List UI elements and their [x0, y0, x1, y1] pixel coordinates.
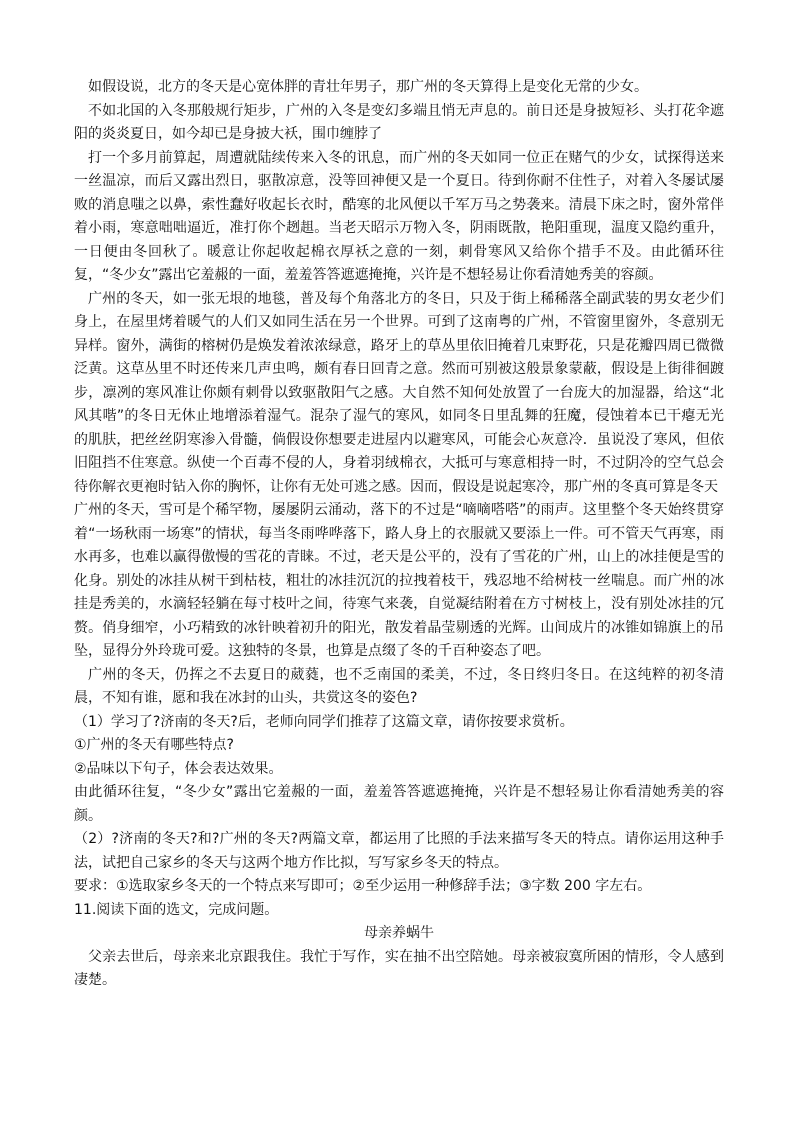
passage-paragraph-2: 不如北国的入冬那般规行矩步，广州的入冬是变幻多端且悄无声息的。前日还是身披短衫、头打花伞遮阳的炎炎夏日，如今却已是身披大袄，围巾缠脖了: [74, 102, 724, 142]
passage-paragraph-3: 打一个多月前算起，周遭就陆续传来入冬的讯息，而广州的冬天如同一位正在赌气的少女，试探得送来一丝温凉，而后又露出烈日，驱散凉意，没等回神便又是一个夏日。待到你耐不住性子，对着入冬屡试屡败的消息嗤之以鼻，索性蠢好收起长衣时，酷寒的北风便以千军万马之势袭来。清晨下床之时，窗外常伴着小雨，寒意咄咄逼近，准打你个趔趄。当老天昭示万物入冬，阴雨既散，艳阳重现，温度又隐约重升，一日便由冬回秋了。暖意让你起收起棉衣厚袄之意的一刻，刺骨寒风又给你个措手不及。由此循环往复，“冬少女”露出它羞赧的一面，羞羞答答遮遮掩掩，兴许是不想轻易让你看清她秀美的容颜。: [74, 149, 724, 283]
essay-paragraph: 父亲去世后，母亲来北京跟我住。我忙于写作，实在抽不出空陪她。母亲被寂寞所困的情形，令人感到凄楚。: [74, 948, 724, 988]
question-1-quote: 由此循环往复，“冬少女”露出它羞赧的一面，羞羞答答遮遮掩掩，兴许是不想轻易让你看清她秀美的容颜。: [74, 784, 724, 824]
passage-paragraph-6: 广州的冬天，仍挥之不去夏日的葳蕤，也不乏南国的柔美，不过，冬日终归冬日。在这纯粹的初冬清晨，不知有谁，愿和我在冰封的山头，共赏这冬的姿色?: [74, 666, 724, 706]
question-2-requirements: 要求：①选取家乡冬天的一个特点来写即可；②至少运用一种修辞手法；③字数 200 字左右。: [74, 878, 652, 894]
question-1-item-1: ①广州的冬天有哪些特点?: [74, 737, 234, 753]
document-page: [74, 76, 724, 993]
question-1-intro: （1）学习了?济南的冬天?后，老师向同学们推荐了这篇文章，请你按要求赏析。: [74, 713, 574, 730]
passage-paragraph-1: 如假设说，北方的冬天是心宽体胖的青壮年男子，那广州的冬天算得上是变化无常的少女。: [88, 79, 648, 95]
essay-title: 母亲养蜗牛: [364, 925, 434, 941]
question-2-text: （2）?济南的冬天?和?广州的冬天?两篇文章，都运用了比照的手法来描写冬天的特点。请你运用这种手法，试把自己家乡的冬天与这两个地方作比拟，写写家乡冬天的特点。: [74, 831, 724, 871]
question-1-item-2: ②品味以下句子，体会表达效果。: [74, 760, 283, 777]
passage-paragraph-4: 广州的冬天，如一张无垠的地毯，普及每个角落北方的冬日，只及于街上稀稀落全副武装的男女老少们身上，在屋里烤着暖气的人们又如同生活在另一个世界。可到了这南粤的广州，不管窗里窗外，冬意别无异样。窗外，满街的榕树仍是焕发着浓浓绿意，路牙上的草丛里依旧掩着几束野花，只是花瓣四周已微微泛黄。这草丛里不时还传来几声虫鸣，颇有春日回青之意。然而可别被这般景象蒙蔽，假设是上街徘徊踱步，凛冽的寒风准让你颇有刺骨以致驱散阳气之感。大自然不知何处放置了一台庞大的加湿器，给这“北风其喈”的冬日无休止地增添着湿气。混杂了湿气的寒风，如同冬日里乱舞的狂魔，侵蚀着本已干瘪无光的肌肤，把丝丝阴寒渗入骨髓，倘假设你想要走进屋内以避寒风，可能会心灰意冷．虽说没了寒风，但依旧阻挡不住寒意。纵使一个百毒不侵的人，身着羽绒棉衣，大抵可与寒意相持一时，不过阴冷的空气总会待你解衣更袍时钻入你的胸怀，让你有无处可逃之感。因而，假设是说起寒冷，那广州的冬真可算是冬天: [74, 290, 724, 495]
question-11-heading: 11.阅读下面的选文，完成问题。: [74, 901, 279, 918]
passage-paragraph-5: 广州的冬天，雪可是个稀罕物，屡屡阴云涌动，落下的不过是“嘀嘀嗒嗒”的雨声。这里整个冬天始终贯穿着“一场秋雨一场寒”的情状，每当冬雨哗哗落下，路人身上的衣服就又要添上一件。可不管天气再寒，雨水再多，也难以赢得傲慢的雪花的青睐。不过，老天是公平的，没有了雪花的广州，山上的冰挂便是雪的化身。别处的冰挂从树干到枯枝，粗壮的冰挂沉沉的拉拽着枝干，残忍地不给树枝一丝喘息。而广州的冰挂是秀美的，水滴轻轻躺在每寸枝叶之间，待寒气来袭，自觉凝结附着在方寸树枝上，没有别处冰挂的冗赘。俏身细窄，小巧精致的冰针映着初升的阳光，散发着晶莹剔透的光辉。山间成片的冰锥如锦旗上的吊坠，显得分外玲珑可爱。这独特的冬景，也算是点缀了冬的千百种姿态了吧。: [74, 502, 724, 659]
